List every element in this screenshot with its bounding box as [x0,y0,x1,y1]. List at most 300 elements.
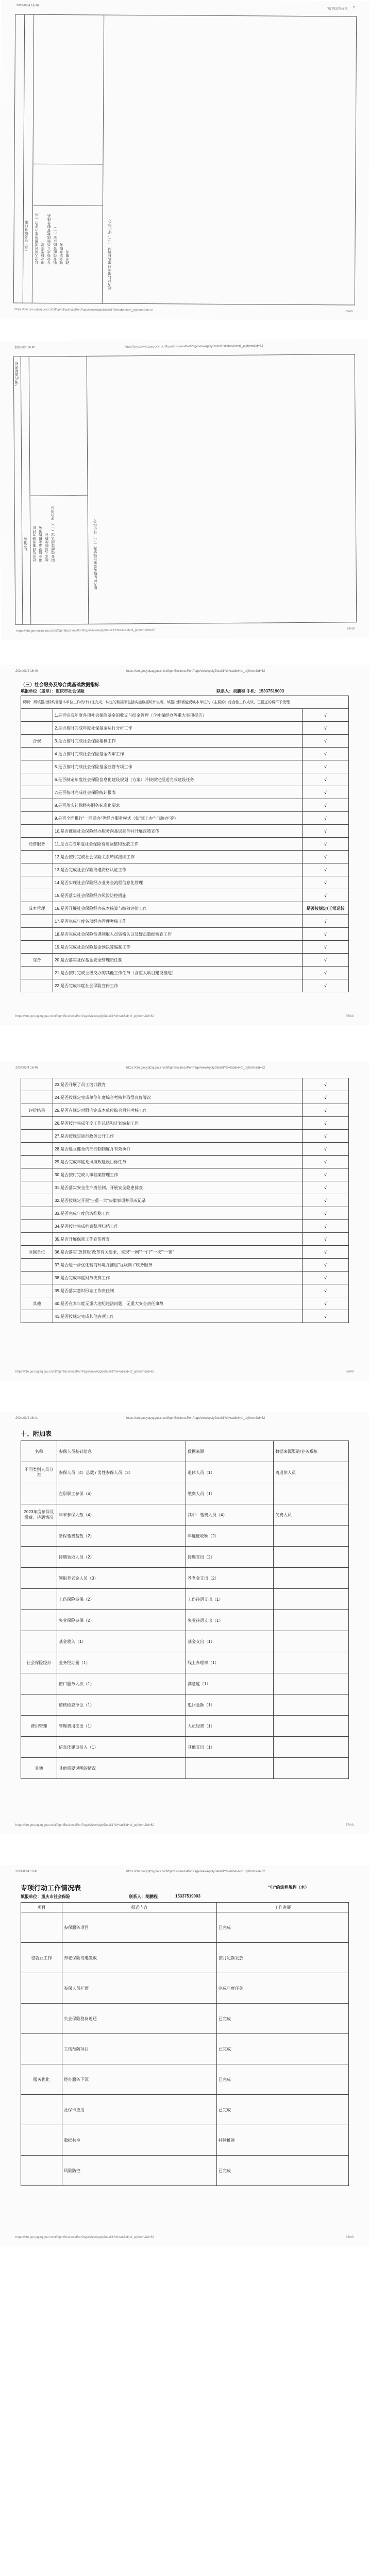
cell-item: 风险防控 [62,2156,217,2186]
row-category [21,876,53,889]
row-text: 20.是否落实社保基金安全管理责任制 [53,954,303,967]
cell-group: 社会保险经办 [21,1652,57,1673]
cell-item [274,1483,349,1504]
table-row [21,902,349,915]
row-text: 31.是否落实安全生产责任制，开展安全隐患排查 [53,1181,303,1194]
document-page-3 [0,665,369,1025]
table-row [21,1943,349,1973]
cell-item: 已完成 [217,2095,349,2125]
cell-item: 数据来源 [186,1441,274,1462]
row-mark: √ [303,1156,349,1168]
table-row [21,786,349,799]
row-category [21,1168,53,1181]
row-mark: √ [303,851,349,863]
row-text: 6.是否制定年度社会保险信息化建设规划（方案）并按规定报送完成建设任务 [53,773,303,786]
row-category [21,1181,53,1194]
cell-item: 在职职工参保（4） [57,1483,186,1504]
cell-item: 待遇领取人员（2） [57,1547,186,1568]
unit-label: 填报单位（盖章）：重庆市社会保险 [21,689,85,693]
table-row [21,1117,349,1130]
table-row [21,2004,349,2034]
rotated-right-note: 能力评估服务对象达标情况（二）、评价得分： [93,516,98,590]
row-category: 合规 [21,735,53,748]
special-action-table [21,1902,349,2186]
cell-item: 参保人员（4）总数 / 男性参保人员（3） [57,1462,186,1483]
table-row [21,1694,349,1716]
table-row [21,1104,349,1117]
page-header: 2024/03/4 16:41 https://ctn.gov.yqtzq.gov.cn/ctf/bpmBusinessPortPage/viewApplyDetail1?dl=tab&id=dl_prj/form&id=62 [15,1417,265,1420]
table-row [21,967,349,979]
row-text: 41.是否按规定完成其他各项工作 [53,1310,303,1323]
document-page-1 [0,0,369,320]
page-footer: https://ctn.gov.yqtzq.gov.cn/ctf/bpmBusinessPortPage/viewApplyDetail1?dl=tab&id=dl_prj/form&id=62 33/40 [14,308,353,313]
table-row [21,709,349,722]
indicator-table [21,696,349,992]
section-title: 十、附加表 [21,1430,52,1437]
table-row [21,1631,349,1652]
row-text: 5.是否按时完成社会保险基金监管专项工作 [53,760,303,773]
cell-item: 已完成 [217,2034,349,2064]
row-text: 13.是否完成社会保险待遇资格认证工作 [53,863,303,876]
row-category [21,1259,53,1272]
table-row [21,2095,349,2125]
cell-item: 其中：缴费人员（4） [186,1504,274,1526]
cell-item [274,1694,349,1716]
table-row [21,1610,349,1631]
cell-item: 失业待遇支出（1） [186,1610,274,1631]
table-row [21,799,349,812]
row-mark: √ [303,889,349,902]
table-row [21,1758,349,1779]
row-mark: √ [303,1143,349,1156]
cell-item [274,1526,349,1547]
table-row [21,889,349,902]
row-text: 1.是否完成年度各项社会保险基金的收支与结余管理（含社保经办等重大事项报告） [53,709,303,722]
cell-item: 社保卡应用 [62,2095,217,2125]
cell-item: 已完成 [217,2004,349,2034]
row-category [21,1091,53,1104]
indicator-table-continued [21,1078,349,1323]
table-row [21,1130,349,1143]
cell-group [21,2004,62,2034]
row-category [21,1310,53,1323]
row-text: 35.是否开展保密工作宣传教育 [53,1233,303,1246]
page-header: 2024/03/4 16:41 https://ctn.gov.yqtzq.gov.cn/ctf/bpmBusinessPortPage/viewApplyDetail1?dl=tab&id=dl_prj/form&id=62 [15,1870,265,1873]
cell-item: 窗口服务人次（1） [57,1673,186,1694]
cell-group: 不同类别人员分布 [21,1462,57,1483]
row-category [21,863,53,876]
row-category [21,786,53,799]
row-category [21,928,53,941]
row-mark: √ [303,1246,349,1259]
table-row [21,1526,349,1547]
row-category [21,748,53,760]
row-category [21,1078,53,1091]
page-footer: https://ctn.gov.yqtzq.gov.cn/ctf/bpmBusinessPortPage/viewApplyDetail1?dl=tab&id=dl_prj/form&id=62 37/40 [15,1824,354,1827]
row-text: 37.是否进一步优化营商环境并推进"互联网+"政务服务 [53,1259,303,1272]
row-text: 11.是否完成年度社会保险待遇调整和发放工作 [53,838,303,851]
row-category [21,851,53,863]
row-category [21,1130,53,1143]
cell-group [21,1568,57,1589]
row-category: 成本管理 [21,902,53,915]
table-row [21,1568,349,1589]
row-mark: √ [303,1091,349,1104]
table-row [21,1168,349,1181]
row-mark: √ [303,812,349,825]
cell-item: 业务经办量（1） [57,1652,186,1673]
row-mark: √ [303,979,349,992]
row-mark: √ [303,941,349,954]
cell-item: 参保人员基础信息 [57,1441,186,1462]
table-header-cell: 工作进展 [217,1903,349,1912]
row-category [21,709,53,722]
row-mark: √ [303,1284,349,1297]
cell-item [274,1652,349,1673]
table-header-cell: 项目 [21,1903,62,1912]
table-row [21,1297,349,1310]
table-row [21,1259,349,1272]
row-text: 22.是否完成年度社会保险宣传工作 [53,979,303,992]
row-mark: √ [303,825,349,838]
cell-item: 按月足额发放 [217,1943,349,1973]
row-mark: √ [303,722,349,735]
cell-item: 数据来源渠道/业务系统 [274,1441,349,1462]
cell-group [21,1483,57,1504]
table-row [21,722,349,735]
row-text: 7.是否按时完成社会保险统计报表 [53,786,303,799]
table-row [21,1652,349,1673]
cell-item [274,1568,349,1589]
row-mark: √ [303,863,349,876]
row-text: 27.是否按规定进行政务公开工作 [53,1130,303,1143]
row-text: 8.是否落实社保经办服务标准化要求 [53,799,303,812]
row-category [21,773,53,786]
table-row [21,1504,349,1526]
page-header: 2024/03/4 16:46 https://ctn.gov.yqtzq.gov.cn/ctf/bpmBusinessPortPage/viewApplyDetail1?dl=tab&id=dl_prj/form&id=62 [15,670,265,673]
table-row [21,735,349,748]
label-top: "电"的流程规程（本） [268,1885,309,1890]
table-row [21,979,349,992]
table-row [21,748,349,760]
contact-label: 联系人：胡鹏程 [129,1894,158,1899]
table-row [21,1194,349,1207]
rotated-table-frame [0,0,369,320]
cell-item: 已完成 [217,1912,349,1943]
contact-label: 联系人：胡鹏程 手机：15337519003 [216,689,284,693]
row-mark: √ [303,838,349,851]
cell-item: 失业保险参保（2） [57,1610,186,1631]
table-row [21,1284,349,1297]
row-text: 12.是否按时完成社会保险关系转移接续工作 [53,851,303,863]
cell-group [21,1912,62,1943]
cell-item [274,1631,349,1652]
row-category [21,1272,53,1284]
row-mark: √ [303,928,349,941]
table-row [21,2064,349,2095]
row-category [21,1143,53,1156]
rotated-section-title: 社会服务 [24,537,28,552]
row-text: 21.是否按时完成上级交办的其他工作任务（含重大项目建设推进） [53,967,303,979]
cell-item: 管理费用支出（1） [57,1716,186,1737]
row-category [21,825,53,838]
row-mark: √ [303,967,349,979]
row-category: 综合 [21,954,53,967]
row-category [21,1220,53,1233]
row-mark: √ [303,773,349,786]
row-mark: √ [303,1194,349,1207]
cell-item: 参保缴费基数（2） [57,1526,186,1547]
row-text: 39.是否落实意识形态工作责任制 [53,1284,303,1297]
table-row [21,2156,349,2186]
cell-group: 费用管理 [21,1716,57,1737]
cell-group [21,1526,57,1547]
cell-item [274,1716,349,1737]
rotated-label-top: "电"的流程规程 [15,362,19,386]
appendix-table [21,1440,349,1779]
cell-item: 线上办理率（1） [186,1652,274,1673]
cell-group [21,1589,57,1610]
row-category [21,799,53,812]
cell-item: 经办服务下沉 [62,2064,217,2095]
row-text: 23.是否开展了员工培训教育 [53,1078,303,1091]
row-mark: √ [303,1297,349,1310]
cell-group [21,2125,62,2156]
row-text: 38.是否完成年度财务决算工作 [53,1272,303,1284]
cell-item [274,1589,349,1610]
row-mark: √ [303,1259,349,1272]
table-row [21,915,349,928]
table-row [21,1091,349,1104]
row-mark: √ [303,786,349,799]
row-mark: √ [303,1104,349,1117]
row-category [21,1284,53,1297]
row-text: 28.是否建立健全内部控制制度并有效执行 [53,1143,303,1156]
cell-item: 其他需要说明的情况 [57,1758,186,1779]
table-row [21,1310,349,1323]
rotated-items: 社会培训服务能力评价 职业技能鉴定机构服务 技术人员继续教育 职业技能等级认定（一）、评价得分 [32,505,55,562]
cell-item: 年度征收额（2） [186,1526,274,1547]
table-row [21,812,349,825]
section-title: 专项行动工作情况表 [21,1884,81,1892]
row-category [21,1233,53,1246]
cell-group: 稳就业工作 [21,1943,62,1973]
section-title: （三）社会服务及综合类基础数据指标 [21,682,100,687]
cell-group: 其他 [21,1758,57,1779]
page-header: 2024/03/4 16:46 https://ctn.gov.yqtzq.gov.cn/ctf/bpmBusinessPortPage/viewApplyDetail1?dl=tab&id=dl_prj/form&id=62 [15,1066,265,1070]
cell-group [21,1737,57,1758]
table-row [21,1272,349,1284]
table-row [21,2034,349,2064]
cell-item: 缴费人员（1） [186,1483,274,1504]
table-row [21,1441,349,1462]
row-text: 32.是否按规定开展"三重一大"决策事项并形成记录 [53,1194,303,1207]
row-category: 所属单位 [21,1246,53,1259]
row-mark: √ [303,760,349,773]
row-category [21,941,53,954]
cell-group [21,2095,62,2125]
table-row [21,1462,349,1483]
row-text: 17.是否完成年度各项经办管理考核工作 [53,915,303,928]
document-page-2 [0,339,369,640]
row-text: 25.是否在规定时限内完成本单位综合目标考核工作 [53,1104,303,1117]
cell-item: 领取养老金人员（3） [57,1568,186,1589]
cell-item [274,1758,349,1779]
rotated-table-frame [0,339,369,640]
row-text: 4.是否按时完成社会保险基金内审工作 [53,748,303,760]
cell-item [274,1737,349,1758]
row-mark: √ [303,1233,349,1246]
table-row [21,2125,349,2156]
row-text: 16.是否开展社会保险经办成本核算与绩效评价工作 [53,902,303,915]
table-row [21,941,349,954]
row-mark: √ [303,799,349,812]
cell-group [21,1610,57,1631]
cell-item [274,1610,349,1631]
table-row [21,1220,349,1233]
cell-item: 人员经费（1） [186,1716,274,1737]
cell-item: 工伤保险参保（2） [57,1589,186,1610]
row-category [21,1194,53,1207]
row-mark: √ [303,1117,349,1130]
cell-item: 失业保险稳岗返还 [62,2004,217,2034]
table-row [21,1156,349,1168]
row-text: 14.是否实现社会保险经办业务全流程信息化管理 [53,876,303,889]
cell-item: 欠费人员 [274,1504,349,1526]
row-text: 33.是否完成年度信访维稳工作 [53,1207,303,1220]
cell-group: 2023年度参保及缴费、待遇情况 [21,1504,57,1526]
row-category [21,760,53,773]
row-text: 34.是否按时完成档案整理归档工作 [53,1220,303,1233]
cell-item: 离退休人员 [274,1462,349,1483]
row-mark: √ [303,915,349,928]
row-category [21,979,53,992]
row-category: 评价结果 [21,1104,53,1117]
phone-label: 15337519003 [175,1894,200,1899]
row-category [21,889,53,902]
row-mark: √ [303,735,349,748]
table-row [21,760,349,773]
table-row [21,863,349,876]
row-text: 2.是否按时完成年度社保基金运行分析工作 [53,722,303,735]
row-category: 其他 [21,1297,53,1310]
cell-item: 工伤预防项目 [62,2034,217,2064]
rotated-right-note: 能力评估服务对象达标情况（二）、评价得分： [108,216,112,290]
table-row [21,838,349,851]
row-text: 30.是否按时完成人事档案管理工作 [53,1168,303,1181]
cell-group: 名称 [21,1441,57,1462]
row-text: 24.是否按规定完成单位年度综合考核并取得良好等次 [53,1091,303,1104]
cell-item: 年末参保人数（4） [57,1504,186,1526]
table-row [21,1207,349,1220]
row-mark: √ [303,1130,349,1143]
cell-item: 追回金额（1） [186,1694,274,1716]
table-row [21,1246,349,1259]
row-text: 18.是否完成社会保险待遇领取人员资格认证及疑点数据核查工作 [53,928,303,941]
page-footer: https://ctn.gov.yqtzq.gov.cn/ctf/bpmBusinessPortPage/viewApplyDetail1?dl=tab&id=dl_prj/form&id=62 36/40 [15,1370,354,1374]
table-row [21,1673,349,1694]
cell-group [21,2156,62,2186]
table-row [21,1233,349,1246]
cell-item: 完成年度任务 [217,1973,349,2004]
page-footer: https://ctn.gov.yqtzq.gov.cn/ctf/bpmBusinessPortPage/viewApplyDetail1?dl=tab&id=dl_prj/form&id=62 34/40 [16,627,355,633]
cell-item: 养老保险待遇发放 [62,1943,217,1973]
row-category [21,967,53,979]
table-row [21,954,349,967]
table-row [21,1547,349,1568]
table-row [21,825,349,838]
rotated-section-title: （三）社会服务权限 [24,221,29,253]
row-category [21,812,53,825]
row-text: 3.是否按时完成社会保险稽核工作 [53,735,303,748]
row-mark: √ [303,954,349,967]
cell-group [21,1673,57,1694]
cell-group [21,2034,62,2064]
page-footer: https://ctn.gov.yqtzq.gov.cn/ctf/bpmBusinessPortPage/viewApplyDetail1?dl=tab&id=dl_prj/form&id=62 35/40 [15,1015,354,1018]
row-category [21,722,53,735]
cell-item: 工伤待遇支出（1） [186,1589,274,1610]
row-text: 40.是否在本年度无重大违纪违法问题，无重大安全责任事故 [53,1297,303,1310]
cell-item: 满意度（1） [186,1673,274,1694]
table-row [21,1483,349,1504]
table-row [21,1181,349,1194]
cell-item: 数据共享 [62,2125,217,2156]
table-row [21,851,349,863]
row-mark: √ [303,1168,349,1181]
row-mark: √ [303,1220,349,1233]
cell-item: 基金支出（1） [186,1631,274,1652]
table-note: 说明：所填报指标均需是本单位工作统计口径完成，认定的数据须包括实施数据统计说明，填报指标需能反映本单位的（主要的）综合性工作成效，已报送的将不予受理 [21,696,349,709]
unit-label: 填报单位：重庆市社会保险 [21,1894,70,1899]
row-mark: √ [303,1310,349,1323]
document-page-5 [0,1412,369,1834]
row-mark: √ [303,1272,349,1284]
row-category [21,1207,53,1220]
rotated-items: 社会人员技术服务能力评价（三） 职业技能鉴定 专业技术人员继续教育服务体系 职业技能等级认定（一） 社会培训服务 就业服务 [35,210,70,265]
cell-item: 稽核检查单位（1） [57,1694,186,1716]
table-row [21,1973,349,2004]
table-row [21,773,349,786]
row-text: 36.是否落实"放管服"改革有关要求，实现"一网""一门""一次""一窗" [53,1246,303,1259]
row-text: 26.是否按时完成年度工作总结和计划编制工作 [53,1117,303,1130]
table-row [21,928,349,941]
row-text: 19.是否完成社会保险基金预决算编制工作 [53,941,303,954]
table-row [21,1737,349,1758]
row-mark: √ [303,1078,349,1091]
cell-group [21,1631,57,1652]
row-text: 10.是否推进社会保险经办服务向基层延伸并开展政策宣传 [53,825,303,838]
cell-group [21,1694,57,1716]
row-mark: √ [303,748,349,760]
cell-item: 参保服务项目 [62,1912,217,1943]
cell-item: 养老金支出（2） [186,1568,274,1589]
cell-item: 信息化建设投入（1） [57,1737,186,1758]
page-header: 2024/03/ 16:40 https://ctn.gov.yqtzq.gov.cn/ctf/bpmBusinessPortPage/viewApplyDetail1?dl=tab&id=dl_prj/form&id=62 [14,344,263,350]
cell-group [21,1973,62,2004]
cell-item: 待遇支出（2） [186,1547,274,1568]
cell-item: 其他支出（1） [186,1737,274,1758]
table-row [21,1078,349,1091]
blank-remainder [0,2277,369,2576]
row-mark: √ [303,1181,349,1194]
page-footer: https://ctn.gov.yqtzq.gov.cn/ctf/bpmBusinessPortPage/viewApplyDetail1?dl=tab&id=dl_prj/form&id=62 38/40 [15,2236,354,2239]
page-header: 2024/03/4 16:48 "电"的流程规程 3 [16,4,355,11]
table-header-cell: 报送内容 [62,1903,217,1912]
table-row [21,1716,349,1737]
table-row [21,1143,349,1156]
cell-item: 参保人员扩面 [62,1973,217,2004]
row-mark: √ [303,709,349,722]
